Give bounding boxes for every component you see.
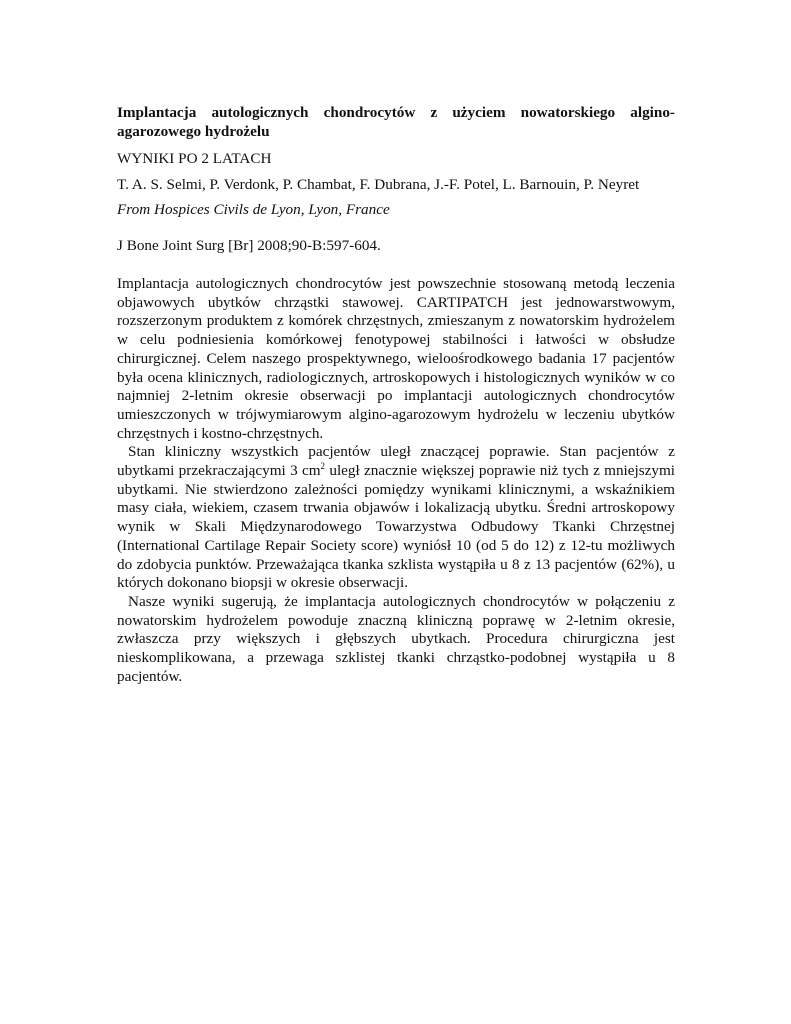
- abstract-paragraph-1: Implantacja autologicznych chondrocytów jest powszechnie stosowaną metodą leczenia objawowych ubytków chrząstki stawowej. CARTIPATCH jest jednowarstwowym, rozszerzonym produktem z komórek chrzęstnych, zmieszanym z nowatorskim hydrożelem w celu podniesienia komórkowej fenotypowej stabilności i łatwości w obsłudze chirurgicznej. Celem naszego prospektywnego, wieloośrodkowego badania 17 pacjentów była ocena klinicznych, radiologicznych, artroskopowych i histologicznych wyników w co najmniej 2-letnim okresie obserwacji po implantacji autologicznych chondrocytów umieszczonych w trójwymiarowym algino-agarozowym hydrożelu w leczeniu ubytków chrzęstnych i kostno-chrzęstnych.: [117, 275, 675, 442]
- superscript-squared: 2: [320, 461, 326, 472]
- article-affiliation: From Hospices Civils de Lyon, Lyon, France: [117, 201, 390, 218]
- abstract: [117, 275, 675, 686]
- document-page: [117, 103, 675, 686]
- abstract-paragraph-2-part-1: Stan kliniczny wszystkich pacjentów uległ znaczącej poprawie. Stan pacjentów z ubytkami przekraczającymi 3 cm: [117, 443, 675, 480]
- article-citation: J Bone Joint Surg [Br] 2008;90-B:597-604.: [117, 237, 381, 254]
- article-authors: T. A. S. Selmi, P. Verdonk, P. Chambat, F. Dubrana, J.-F. Potel, L. Barnouin, P. Neyret: [117, 176, 640, 193]
- abstract-paragraph-2-part-2: uległ znacznie większej poprawie niż tych z mniejszymi ubytkami. Nie stwierdzono zależności pomiędzy wynikami klinicznymi, a wskaźnikiem masy ciała, wiekiem, czasem trwania objawów i lokalizacją ubytku. Średni artroskopowy wynik w Skali Międzynarodowego Towarzystwa Odbudowy Tkanki Chrzęstnej (International Cartilage Repair Society score) wyniósł 10 (od 5 do 12) z 12-tu możliwych do zdobycia punktów. Przeważająca tkanka szklista wystąpiła u 8 z 13 pacjentów (62%), u których dokonano biopsji w okresie obserwacji.: [117, 462, 675, 592]
- article-subtitle: WYNIKI PO 2 LATACH: [117, 150, 272, 167]
- abstract-paragraph-3: Nasze wyniki sugerują, że implantacja autologicznych chondrocytów w połączeniu z nowatorskim hydrożelem powoduje znaczną kliniczną poprawę w 2-letnim okresie, zwłaszcza przy większych i głębszych ubytkach. Procedura chirurgiczna jest nieskomplikowana, a przewaga szklistej tkanki chrząstko-podobnej wystąpiła u 8 pacjentów.: [117, 592, 675, 685]
- abstract-paragraph-2: [117, 443, 675, 593]
- article-title: Implantacja autologicznych chondrocytów z użyciem nowatorskiego algino-agarozowego hydrożelu: [117, 104, 675, 140]
